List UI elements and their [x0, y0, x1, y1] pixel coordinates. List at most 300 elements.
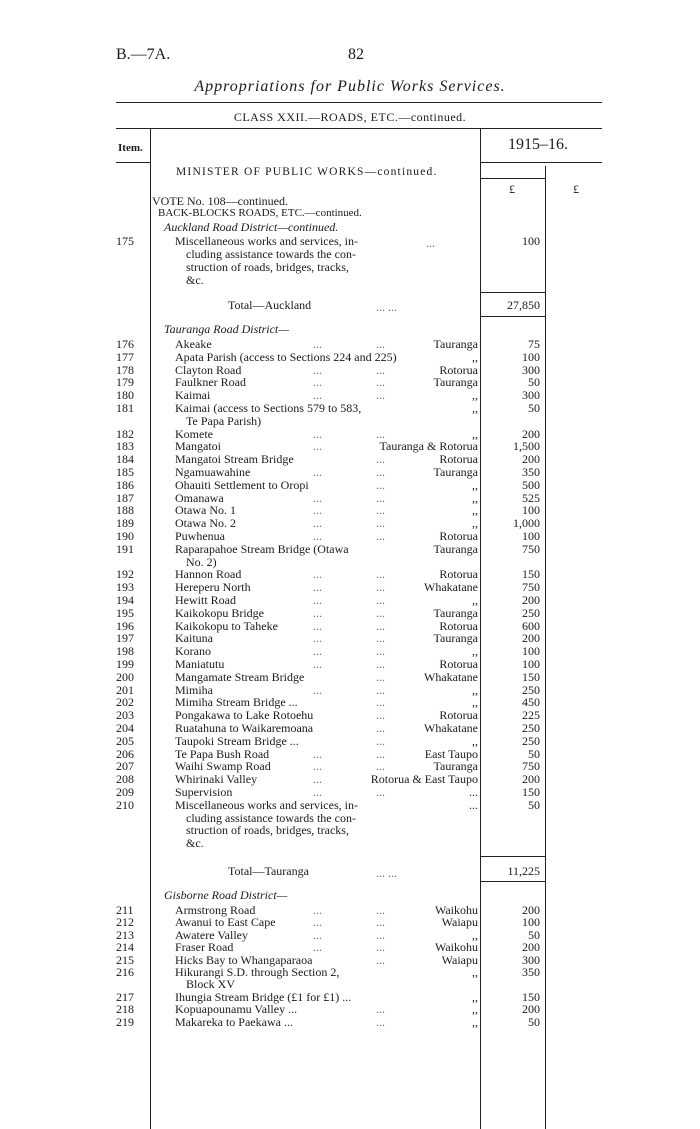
- item-number: 202: [116, 695, 134, 710]
- table-row: [0, 1016, 700, 1028]
- leader-dots: ...: [313, 439, 322, 454]
- leader-dots: ...: [376, 644, 385, 659]
- item-number: 210: [116, 797, 134, 812]
- item-amount: 50: [528, 746, 540, 761]
- item-amount: 100: [522, 644, 540, 659]
- item-description: Ohauiti Settlement to Oropi: [175, 477, 309, 492]
- table-row: [0, 645, 700, 657]
- item-number: 216: [116, 965, 134, 979]
- table-row: [0, 492, 700, 504]
- item-amount: 75: [528, 337, 540, 351]
- district: Rotorua: [439, 708, 478, 723]
- table-row: [0, 581, 700, 593]
- document-reference: B.—7A.: [116, 46, 171, 63]
- item-number: 181: [116, 401, 134, 415]
- leader-dots: ...: [376, 388, 385, 403]
- item-description: Whirinaki Valley: [175, 772, 258, 787]
- item-amount: 300: [522, 362, 540, 377]
- district: ,,: [472, 388, 478, 403]
- leader-dots: ...: [313, 915, 322, 930]
- item-description: Miscellaneous works and services, in-: [175, 234, 358, 248]
- item-number: 192: [116, 567, 134, 582]
- district: ,,: [472, 927, 478, 942]
- district: Tauranga: [433, 541, 478, 556]
- item-number: 217: [116, 989, 134, 1004]
- item-description: Hannon Road: [175, 567, 242, 582]
- item-amount: 100: [522, 657, 540, 671]
- leader-dots: ...: [376, 708, 385, 723]
- table-row: [0, 543, 700, 555]
- item-amount: 200: [522, 452, 540, 467]
- item-number: 203: [116, 708, 134, 723]
- district: Rotorua: [439, 567, 478, 582]
- item-amount: 350: [522, 465, 540, 479]
- item-amount: 50: [528, 927, 540, 942]
- table-row: [0, 722, 700, 734]
- table-row: [0, 389, 700, 401]
- district: Rotorua & East Taupo: [370, 772, 478, 787]
- table-row: [0, 607, 700, 619]
- item-number: 177: [116, 349, 134, 364]
- item-amount: 250: [522, 721, 540, 735]
- district: ,,: [472, 965, 478, 979]
- table-row: [0, 954, 700, 966]
- district: Whakatane: [424, 721, 478, 735]
- item-description: Fraser Road: [175, 940, 234, 955]
- district: ,,: [472, 695, 478, 710]
- item-description: Hikurangi S.D. through Section 2,: [175, 965, 340, 979]
- item-description: Omanawa: [175, 490, 224, 505]
- item-number: 213: [116, 927, 134, 942]
- district: Waikohu: [434, 940, 478, 955]
- item-description: &c.: [186, 836, 204, 851]
- district: Tauranga: [433, 631, 478, 646]
- item-description: Puwhenua: [175, 529, 225, 543]
- leader-dots: ...: [376, 465, 385, 479]
- table-row: [0, 364, 700, 376]
- district: Rotorua: [439, 618, 478, 633]
- table-row: [0, 594, 700, 606]
- district: ,,: [472, 516, 478, 531]
- district: ,,: [472, 490, 478, 505]
- table-row: [0, 466, 700, 478]
- item-amount: 250: [522, 605, 540, 620]
- district: ,,: [472, 593, 478, 607]
- item-number: 207: [116, 759, 134, 774]
- item-number: 175: [116, 234, 134, 248]
- leader-dots: ...: [313, 337, 322, 351]
- table-row: [0, 709, 700, 721]
- item-description: Maniatutu: [175, 657, 225, 671]
- item-amount: 100: [522, 349, 540, 364]
- district: ,,: [472, 644, 478, 659]
- item-description: No. 2): [186, 554, 217, 569]
- leader-dots: ... ...: [376, 300, 397, 314]
- total-tauranga-amount: 11,225: [507, 864, 540, 878]
- item-description: Hereperu North: [175, 580, 251, 595]
- table-row: [0, 671, 700, 683]
- district: ...: [469, 785, 478, 799]
- item-description: Armstrong Road: [175, 903, 256, 917]
- rule: [116, 162, 150, 163]
- district: Tauranga: [433, 605, 478, 620]
- table-row: [0, 991, 700, 1003]
- item-number: 201: [116, 682, 134, 697]
- leader-dots: ...: [313, 465, 322, 479]
- table-row: [0, 735, 700, 747]
- item-amount: 200: [522, 772, 540, 787]
- leader-dots: ...: [426, 236, 435, 250]
- leader-dots: ...: [313, 388, 322, 403]
- item-description: struction of roads, bridges, tracks,: [186, 260, 349, 274]
- item-description: Awatere Valley: [175, 927, 248, 942]
- item-amount: 200: [522, 1002, 540, 1017]
- item-number: 190: [116, 529, 134, 543]
- leader-dots: ...: [376, 337, 385, 351]
- item-number: 194: [116, 593, 134, 607]
- item-description: Komete: [175, 426, 213, 441]
- leader-dots: ...: [313, 605, 322, 620]
- auckland-heading: Auckland Road District—continued.: [164, 220, 339, 234]
- item-number: 183: [116, 439, 134, 454]
- table-row: [0, 428, 700, 440]
- table-row: [0, 684, 700, 696]
- item-description: Te Papa Parish): [186, 413, 262, 428]
- leader-dots: ...: [313, 567, 322, 582]
- item-description: &c.: [186, 273, 204, 287]
- leader-dots: ... ...: [376, 866, 397, 880]
- item-amount: 50: [528, 797, 540, 812]
- item-amount: 200: [522, 593, 540, 607]
- item-description: Miscellaneous works and services, in-: [175, 797, 358, 812]
- minister-heading: MINISTER OF PUBLIC WORKS—continued.: [176, 166, 438, 178]
- district: Rotorua: [439, 362, 478, 377]
- leader-dots: ...: [376, 605, 385, 620]
- leader-dots: ...: [313, 657, 322, 671]
- district: Tauranga: [433, 375, 478, 390]
- item-number: 178: [116, 362, 134, 377]
- total-tauranga-label: Total—Tauranga: [228, 864, 309, 878]
- item-description: Kaituna: [175, 631, 213, 646]
- table-row: [0, 517, 700, 529]
- leader-dots: ...: [313, 682, 322, 697]
- item-description: Otawa No. 2: [175, 516, 236, 531]
- district: ,,: [472, 1002, 478, 1017]
- item-description: Otawa No. 1: [175, 503, 236, 518]
- item-description: Ngamuawahine: [175, 465, 251, 479]
- item-number: 206: [116, 746, 134, 761]
- rule: [116, 102, 602, 103]
- leader-dots: ...: [313, 529, 322, 543]
- leader-dots: ...: [376, 1014, 385, 1029]
- table-row: [0, 916, 700, 928]
- item-description: Kaikokopu Bridge: [175, 605, 264, 620]
- district: ,,: [472, 989, 478, 1004]
- district: Tauranga & Rotorua: [379, 439, 478, 454]
- item-description: Ihungia Stream Bridge (£1 for £1) ...: [175, 989, 352, 1004]
- page-number: 82: [348, 46, 364, 63]
- table-row: [0, 696, 700, 708]
- table-row: [0, 837, 700, 849]
- item-amount: 50: [528, 375, 540, 390]
- item-number: 218: [116, 1002, 134, 1017]
- item-number: 200: [116, 669, 134, 684]
- item-number: 212: [116, 915, 134, 930]
- gisborne-heading: Gisborne Road District—: [164, 888, 288, 902]
- leader-dots: ...: [376, 915, 385, 930]
- pound-symbol: £: [573, 182, 579, 196]
- item-number: 208: [116, 772, 134, 787]
- table-row: [0, 632, 700, 644]
- district: Tauranga: [433, 759, 478, 774]
- item-description: Kaikokopu to Taheke: [175, 618, 278, 633]
- item-description: cluding assistance towards the con-: [186, 810, 356, 825]
- leader-dots: ...: [376, 490, 385, 505]
- district: ,,: [472, 682, 478, 697]
- district: ,,: [472, 1014, 478, 1029]
- item-amount: 50: [528, 1014, 540, 1029]
- leader-dots: ...: [313, 618, 322, 633]
- leader-dots: ...: [376, 477, 385, 492]
- total-auckland-label: Total—Auckland: [228, 298, 312, 312]
- item-description: Akeake: [175, 337, 212, 351]
- item-description: Mimiha: [175, 682, 213, 697]
- item-description: Faulkner Road: [175, 375, 246, 390]
- item-amount: 200: [522, 631, 540, 646]
- leader-dots: ...: [313, 927, 322, 942]
- leader-dots: ...: [313, 362, 322, 377]
- leader-dots: ...: [376, 903, 385, 917]
- rule: [480, 856, 545, 857]
- item-number: 189: [116, 516, 134, 531]
- leader-dots: ...: [376, 529, 385, 543]
- table-row: [0, 440, 700, 452]
- district: Whakatane: [424, 580, 478, 595]
- leader-dots: ...: [376, 759, 385, 774]
- table-row: [0, 773, 700, 785]
- district: Tauranga: [433, 465, 478, 479]
- item-description: Kopuapounamu Valley ...: [175, 1002, 298, 1017]
- leader-dots: ...: [376, 375, 385, 390]
- table-row: [0, 658, 700, 670]
- table-row: [0, 415, 700, 427]
- item-amount: 150: [522, 567, 540, 582]
- item-number: 204: [116, 721, 134, 735]
- item-description: struction of roads, bridges, tracks,: [186, 823, 349, 838]
- item-amount: 525: [522, 490, 540, 505]
- district: Waiapu: [441, 952, 478, 967]
- leader-dots: ...: [376, 452, 385, 467]
- district: ,,: [472, 401, 478, 415]
- table-row: [0, 530, 700, 542]
- leader-dots: ...: [376, 426, 385, 441]
- item-description: Mimiha Stream Bridge ...: [175, 695, 298, 710]
- item-amount: 150: [522, 989, 540, 1004]
- leader-dots: ...: [313, 759, 322, 774]
- district: ,,: [472, 477, 478, 492]
- item-column-header: Item.: [118, 142, 143, 154]
- item-amount: 750: [522, 759, 540, 774]
- item-amount: 250: [522, 733, 540, 748]
- leader-dots: ...: [313, 503, 322, 518]
- leader-dots: ...: [313, 903, 322, 917]
- district: ...: [469, 797, 478, 812]
- leader-dots: ...: [313, 940, 322, 955]
- leader-dots: ...: [376, 516, 385, 531]
- leader-dots: ...: [376, 618, 385, 633]
- leader-dots: ...: [376, 567, 385, 582]
- item-description: Kaimai (access to Sections 579 to 583,: [175, 401, 362, 415]
- table-row: [0, 568, 700, 580]
- item-amount: 225: [522, 708, 540, 723]
- district: ,,: [472, 733, 478, 748]
- leader-dots: ...: [313, 375, 322, 390]
- district: ,,: [472, 426, 478, 441]
- table-row: [0, 479, 700, 491]
- leader-dots: ...: [313, 426, 322, 441]
- item-number: 198: [116, 644, 134, 659]
- item-number: 195: [116, 605, 134, 620]
- item-amount: 500: [522, 477, 540, 492]
- item-amount: 200: [522, 940, 540, 955]
- item-amount: 200: [522, 426, 540, 441]
- item-description: Mangamate Stream Bridge: [175, 669, 305, 684]
- leader-dots: ...: [376, 746, 385, 761]
- item-amount: 750: [522, 580, 540, 595]
- item-number: 197: [116, 631, 134, 646]
- leader-dots: ...: [376, 785, 385, 799]
- item-number: 191: [116, 541, 134, 556]
- leader-dots: ...: [376, 952, 385, 967]
- item-number: 219: [116, 1014, 134, 1029]
- table-row: [0, 786, 700, 798]
- item-description: Clayton Road: [175, 362, 242, 377]
- table-row: [0, 760, 700, 772]
- vote-heading: VOTE No. 108—continued.: [152, 194, 288, 208]
- district: East Taupo: [424, 746, 478, 761]
- table-row: [0, 504, 700, 516]
- item-description: Korano: [175, 644, 211, 659]
- item-amount: 1,500: [513, 439, 540, 454]
- district: ,,: [472, 349, 478, 364]
- year-column-header: 1915–16.: [508, 136, 568, 153]
- item-amount: 50: [528, 401, 540, 415]
- rule: [480, 292, 545, 293]
- item-description: Waihi Swamp Road: [175, 759, 271, 774]
- item-description: Ruatahuna to Waikaremoana: [175, 721, 314, 735]
- leader-dots: ...: [376, 362, 385, 377]
- table-row: [0, 351, 700, 363]
- table-row: [0, 1003, 700, 1015]
- leader-dots: ...: [313, 490, 322, 505]
- item-number: 214: [116, 940, 134, 955]
- leader-dots: ...: [376, 927, 385, 942]
- leader-dots: ...: [376, 940, 385, 955]
- leader-dots: ...: [376, 593, 385, 607]
- item-number: 176: [116, 337, 134, 351]
- table-row: [0, 904, 700, 916]
- leader-dots: ...: [313, 516, 322, 531]
- item-amount: 300: [522, 388, 540, 403]
- item-number: 193: [116, 580, 134, 595]
- item-description: Kaimai: [175, 388, 211, 403]
- table-row: [0, 453, 700, 465]
- table-row: [0, 941, 700, 953]
- district: Whakatane: [424, 669, 478, 684]
- district: Rotorua: [439, 657, 478, 671]
- item-number: 205: [116, 733, 134, 748]
- leader-dots: ...: [313, 785, 322, 799]
- item-amount: 100: [522, 915, 540, 930]
- district: ,,: [472, 503, 478, 518]
- total-auckland-amount: 27,850: [507, 298, 540, 312]
- item-amount: 600: [522, 618, 540, 633]
- item-number: 187: [116, 490, 134, 505]
- leader-dots: ...: [376, 733, 385, 748]
- leader-dots: ...: [376, 503, 385, 518]
- item-amount: 300: [522, 952, 540, 967]
- item-number: 182: [116, 426, 134, 441]
- table-row: [0, 929, 700, 941]
- item-number: 184: [116, 452, 134, 467]
- rule: [480, 178, 545, 179]
- item-description: Hewitt Road: [175, 593, 236, 607]
- leader-dots: ...: [376, 580, 385, 595]
- table-row: [0, 376, 700, 388]
- item-description: Pongakawa to Lake Rotoehu: [175, 708, 314, 723]
- item-number: 179: [116, 375, 134, 390]
- table-row: [0, 748, 700, 760]
- leader-dots: ...: [313, 746, 322, 761]
- item-description: Taupoki Stream Bridge ...: [175, 733, 299, 748]
- item-description: Apata Parish (access to Sections 224 and 225): [175, 349, 397, 364]
- item-number: 211: [116, 903, 134, 917]
- item-description: Mangatoi: [175, 439, 221, 454]
- backblocks-heading: BACK-BLOCKS ROADS, ETC.—continued.: [158, 207, 362, 219]
- leader-dots: ...: [313, 580, 322, 595]
- item-description: Hicks Bay to Whangaparaoa: [175, 952, 313, 967]
- leader-dots: ...: [376, 1002, 385, 1017]
- item-number: 196: [116, 618, 134, 633]
- tauranga-heading: Tauranga Road District—: [164, 322, 289, 336]
- leader-dots: ...: [313, 593, 322, 607]
- table-row: [0, 978, 700, 990]
- rule: [480, 881, 545, 882]
- leader-dots: ...: [313, 772, 322, 787]
- item-amount: 200: [522, 903, 540, 917]
- item-amount: 350: [522, 965, 540, 979]
- leader-dots: ...: [376, 631, 385, 646]
- district: Tauranga: [433, 337, 478, 351]
- item-number: 209: [116, 785, 134, 799]
- table-row: [0, 620, 700, 632]
- page-title: Appropriations for Public Works Services.: [194, 78, 506, 95]
- district: Rotorua: [439, 452, 478, 467]
- item-amount: 150: [522, 669, 540, 684]
- item-description: Te Papa Bush Road: [175, 746, 270, 761]
- item-number: 215: [116, 952, 134, 967]
- item-number: 188: [116, 503, 134, 518]
- table-row: [0, 799, 700, 811]
- item-description: Makareka to Paekawa ...: [175, 1014, 293, 1029]
- leader-dots: ...: [376, 695, 385, 710]
- item-description: Raparapahoe Stream Bridge (Otawa: [175, 541, 349, 556]
- item-description: Supervision: [175, 785, 233, 799]
- item-amount: 450: [522, 695, 540, 710]
- rule: [480, 316, 545, 317]
- class-heading: CLASS XXII.—ROADS, ETC.—continued.: [233, 110, 467, 124]
- item-number: 199: [116, 657, 134, 671]
